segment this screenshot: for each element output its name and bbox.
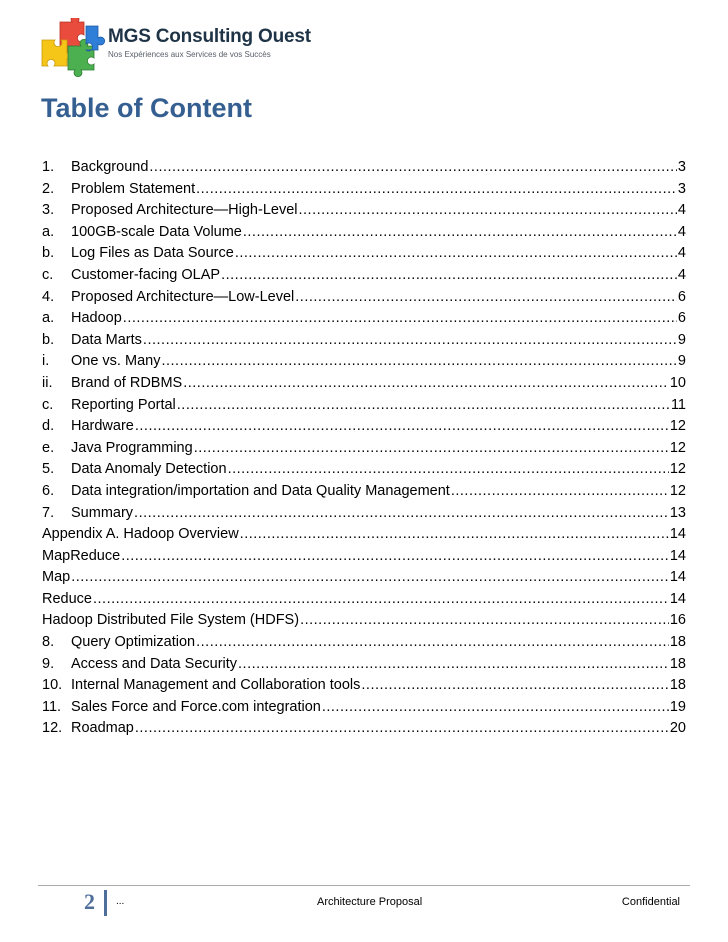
toc-entry-number: e. xyxy=(42,439,55,456)
toc-entry-page: 12 xyxy=(669,439,686,456)
page-footer xyxy=(38,886,690,922)
toc-entry-label: Reduce xyxy=(42,590,92,607)
toc-entry-page: 14 xyxy=(669,590,686,607)
toc-entry[interactable] xyxy=(42,351,686,373)
toc-entry-label: Hardware xyxy=(71,418,134,435)
toc-entry[interactable] xyxy=(42,395,686,417)
toc-dot-leader xyxy=(143,330,677,352)
toc-entry-number: b. xyxy=(42,331,55,348)
toc-dot-leader xyxy=(123,308,677,330)
toc-dot-leader xyxy=(238,654,669,676)
toc-entry[interactable] xyxy=(42,438,686,460)
toc-entry-label: Background xyxy=(71,159,149,175)
toc-entry-label: Appendix A. Hadoop Overview xyxy=(42,526,239,543)
toc-entry-number: 5. xyxy=(42,461,55,478)
toc-entry-page: 9 xyxy=(677,331,686,348)
footer-page-separator xyxy=(104,890,107,916)
toc-entry-label: Brand of RDBMS xyxy=(71,374,183,391)
toc-entry-label: Customer-facing OLAP xyxy=(71,266,221,283)
toc-entry-label: Map xyxy=(42,569,71,586)
toc-dot-leader xyxy=(121,546,669,568)
toc-entry[interactable] xyxy=(42,654,686,676)
footer-confidential: Confidential xyxy=(621,896,680,908)
toc-entry-number: 7. xyxy=(42,504,55,521)
toc-entry-page: 18 xyxy=(669,677,686,694)
toc-entry-page: 12 xyxy=(669,418,686,435)
toc-dot-leader xyxy=(235,243,677,265)
toc-dot-leader xyxy=(295,287,677,309)
toc-entry[interactable] xyxy=(42,157,686,179)
toc-entry-number: 12. xyxy=(42,720,63,737)
toc-entry-page: 13 xyxy=(669,504,686,521)
toc-entry-page: 10 xyxy=(669,374,686,391)
toc-entry[interactable] xyxy=(42,546,686,568)
toc-entry-page: 18 xyxy=(669,655,686,672)
toc-entry-page: 6 xyxy=(677,310,686,327)
toc-entry[interactable] xyxy=(42,373,686,395)
toc-dot-leader xyxy=(298,200,676,222)
toc-dot-leader xyxy=(135,416,669,438)
footer-page-number: 2 xyxy=(84,889,95,914)
toc-dot-leader xyxy=(93,589,669,611)
toc-entry-label: MapReduce xyxy=(42,547,121,564)
toc-entry-number: 9. xyxy=(42,655,55,672)
toc-entry-page: 14 xyxy=(669,547,686,564)
toc-entry-page: 3 xyxy=(677,180,686,197)
toc-dot-leader xyxy=(71,567,669,589)
toc-entry-label: Query Optimization xyxy=(71,634,196,651)
toc-entry[interactable] xyxy=(42,718,686,740)
puzzle-logo-graphic xyxy=(38,18,108,80)
toc-dot-leader xyxy=(361,675,668,697)
toc-dot-leader xyxy=(300,610,669,632)
toc-entry-label: Roadmap xyxy=(71,720,134,737)
toc-entry-label: Proposed Architecture—Low-Level xyxy=(71,288,295,305)
toc-dot-leader xyxy=(196,632,669,654)
toc-entry-number: a. xyxy=(42,223,55,240)
toc-entry-number: ii. xyxy=(42,374,53,391)
toc-entry[interactable] xyxy=(42,567,686,589)
toc-entry-label: Sales Force and Force.com integration xyxy=(71,698,321,715)
toc-entry-number: 1. xyxy=(42,159,55,175)
toc-entry-number: 10. xyxy=(42,677,63,694)
toc-entry-label: 100GB-scale Data Volume xyxy=(71,223,242,240)
toc-entry-label: Data Marts xyxy=(71,331,142,348)
toc-entry[interactable] xyxy=(42,481,686,503)
toc-entry-number: c. xyxy=(42,396,54,413)
toc-entry[interactable] xyxy=(42,675,686,697)
toc-entry[interactable] xyxy=(42,459,686,481)
puzzle-logo-icon xyxy=(38,18,108,80)
toc-entry-label: Data integration/importation and Data Quality Management xyxy=(71,482,450,499)
toc-entry[interactable] xyxy=(42,632,686,654)
toc-entry-page: 20 xyxy=(669,720,686,737)
toc-entry-label: Data Anomaly Detection xyxy=(71,461,227,478)
toc-entry[interactable] xyxy=(42,330,686,352)
toc-entry[interactable] xyxy=(42,287,686,309)
toc-entry[interactable] xyxy=(42,200,686,222)
toc-entry-number: d. xyxy=(42,418,55,435)
toc-entry-page: 4 xyxy=(677,245,686,262)
toc-dot-leader xyxy=(196,179,677,201)
toc-entry-number: 3. xyxy=(42,202,55,219)
toc-entry-page: 14 xyxy=(669,569,686,586)
toc-entry-number: 2. xyxy=(42,180,55,197)
toc-entry-number: a. xyxy=(42,310,55,327)
toc-entry[interactable] xyxy=(42,503,686,525)
toc-dot-leader xyxy=(183,373,669,395)
toc-entry-label: Access and Data Security xyxy=(71,655,238,672)
toc-entry-label: Reporting Portal xyxy=(71,396,176,413)
toc-entry-label: Summary xyxy=(71,504,134,521)
toc-entry-label: Log Files as Data Source xyxy=(71,245,234,262)
footer-left-text: ... xyxy=(116,896,125,907)
toc-entry[interactable] xyxy=(42,265,686,287)
toc-dot-leader xyxy=(177,395,670,417)
toc-list xyxy=(42,157,686,740)
toc-dot-leader xyxy=(243,222,677,244)
toc-entry[interactable] xyxy=(42,589,686,611)
toc-dot-leader xyxy=(451,481,669,503)
toc-dot-leader xyxy=(322,697,669,719)
toc-entry-label: Proposed Architecture—High-Level xyxy=(71,202,298,219)
toc-dot-leader xyxy=(194,438,669,460)
toc-entry[interactable] xyxy=(42,243,686,265)
toc-entry-page: 14 xyxy=(669,526,686,543)
company-name: MGS Consulting Ouest xyxy=(108,26,311,47)
toc-entry-page: 16 xyxy=(669,612,686,629)
toc-entry-number: i. xyxy=(42,353,50,370)
toc-entry-label: Java Programming xyxy=(71,439,193,456)
toc-entry[interactable] xyxy=(42,222,686,244)
toc-dot-leader xyxy=(228,459,669,481)
toc-entry-number: 11. xyxy=(42,698,62,715)
toc-title: Table of Content xyxy=(41,93,252,123)
toc-entry-label: Problem Statement xyxy=(71,180,196,197)
toc-entry-page: 4 xyxy=(677,266,686,283)
toc-entry-label: One vs. Many xyxy=(71,353,161,370)
toc-entry[interactable] xyxy=(42,610,686,632)
toc-dot-leader xyxy=(221,265,677,287)
toc-entry[interactable] xyxy=(42,416,686,438)
toc-entry-page: 4 xyxy=(677,202,686,219)
toc-entry[interactable] xyxy=(42,179,686,201)
company-header xyxy=(108,26,311,60)
toc-entry-label: Hadoop Distributed File System (HDFS) xyxy=(42,612,300,629)
toc-dot-leader xyxy=(135,718,669,740)
toc-entry-page: 11 xyxy=(670,396,686,413)
toc-entry[interactable] xyxy=(42,524,686,546)
toc-entry-number: 4. xyxy=(42,288,55,305)
toc-entry-page: 4 xyxy=(677,223,686,240)
toc-entry-number: 6. xyxy=(42,482,55,499)
toc-entry-number: c. xyxy=(42,266,54,283)
toc-entry-page: 12 xyxy=(669,482,686,499)
toc-entry-page: 9 xyxy=(677,353,686,370)
toc-entry-page: 19 xyxy=(669,698,686,715)
toc-entry-label: Internal Management and Collaboration tools xyxy=(71,677,361,694)
toc-entry[interactable] xyxy=(42,697,686,719)
toc-entry-page: 3 xyxy=(677,159,686,175)
toc-entry-label: Hadoop xyxy=(71,310,122,327)
toc-dot-leader xyxy=(161,351,676,373)
company-tagline: Nos Expériences aux Services de vos Succès xyxy=(108,50,271,59)
toc-dot-leader xyxy=(149,157,677,179)
toc-dot-leader xyxy=(240,524,669,546)
toc-entry-page: 6 xyxy=(677,288,686,305)
toc-entry-number: 8. xyxy=(42,634,55,651)
toc-entry[interactable] xyxy=(42,308,686,330)
toc-entry-page: 18 xyxy=(669,634,686,651)
toc-dot-leader xyxy=(134,503,669,525)
footer-document-title: Architecture Proposal xyxy=(317,896,423,908)
toc-entry-page: 12 xyxy=(669,461,686,478)
toc-entry-number: b. xyxy=(42,245,55,262)
